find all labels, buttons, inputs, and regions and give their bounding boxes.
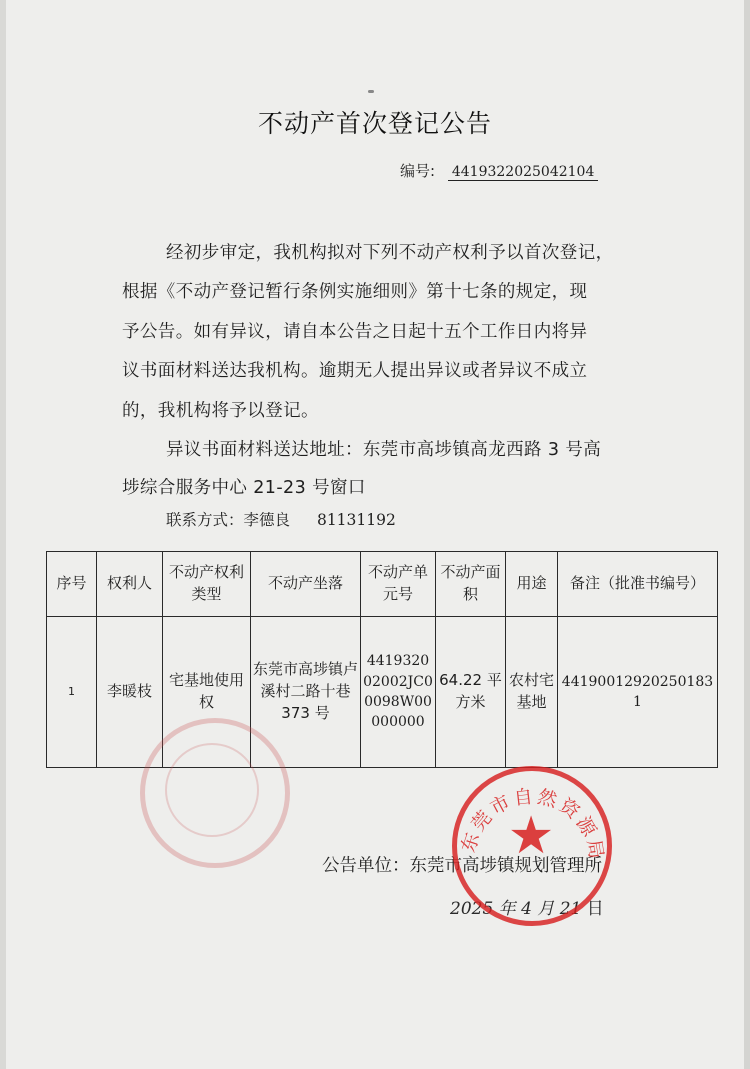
scan-edge-left bbox=[0, 0, 6, 1069]
cell-area: 64.22 平方米 bbox=[436, 617, 506, 768]
address-line-2: 埗综合服务中心 21-23 号窗口 bbox=[122, 478, 366, 498]
header-location: 不动产坐落 bbox=[251, 552, 361, 617]
contact-phone: 81131192 bbox=[316, 511, 396, 529]
paragraph-line-3: 予公告。如有异议，请自本公告之日起十五个工作日内将异 bbox=[122, 322, 588, 342]
paragraph-line-4: 议书面材料送达我机构。逾期无人提出异议或者异议不成立 bbox=[122, 361, 588, 381]
header-owner: 权利人 bbox=[97, 552, 163, 617]
cell-index: 1 bbox=[47, 617, 97, 768]
official-stamp-arc-text: 东莞市自然资源局 bbox=[457, 785, 608, 864]
contact-line bbox=[166, 508, 396, 530]
header-area: 不动产面积 bbox=[436, 552, 506, 617]
cell-unit-number: 441932002002JC00098W00000000 bbox=[361, 617, 436, 768]
header-use: 用途 bbox=[506, 552, 558, 617]
scan-speck bbox=[368, 90, 374, 93]
star-icon: ★ bbox=[507, 806, 555, 866]
paragraph-line-5: 的，我机构将予以登记。 bbox=[122, 401, 319, 421]
contact-label: 联系方式：李德良 bbox=[166, 511, 291, 529]
cell-remark: 441900129202501831 bbox=[558, 617, 718, 768]
cell-right-type: 宅基地使用权 bbox=[163, 617, 251, 768]
scan-edge-right bbox=[744, 0, 750, 1069]
handwritten-date: 2025 年 4 月 21 bbox=[450, 899, 582, 919]
footer-org: 公告单位：东莞市高埗镇规划管理所 bbox=[322, 856, 602, 876]
cell-use: 农村宅基地 bbox=[506, 617, 558, 768]
address-line-1: 异议书面材料送达地址：东莞市高埗镇高龙西路 3 号高 bbox=[166, 440, 602, 460]
registration-table bbox=[46, 551, 718, 768]
paragraph-line-1: 经初步审定，我机构拟对下列不动产权利予以首次登记， bbox=[166, 243, 614, 263]
cell-location: 东莞市高埗镇卢溪村二路十巷 373 号 bbox=[251, 617, 361, 768]
faded-stamp-inner-ring bbox=[165, 743, 259, 837]
serial-line bbox=[400, 160, 598, 181]
cell-owner: 李暖枝 bbox=[97, 617, 163, 768]
header-right-type: 不动产权利类型 bbox=[163, 552, 251, 617]
official-stamp bbox=[452, 766, 612, 926]
header-remark: 备注（批准书编号） bbox=[558, 552, 718, 617]
serial-number: 4419322025042104 bbox=[448, 164, 599, 181]
header-unit-number: 不动产单元号 bbox=[361, 552, 436, 617]
faded-stamp bbox=[140, 718, 290, 868]
page-title: 不动产首次登记公告 bbox=[257, 109, 492, 138]
header-index: 序号 bbox=[47, 552, 97, 617]
serial-label: 编号: bbox=[400, 162, 436, 180]
paragraph-line-2: 根据《不动产登记暂行条例实施细则》第十七条的规定，现 bbox=[122, 282, 588, 302]
table-row bbox=[47, 617, 718, 768]
date-suffix: 日 bbox=[586, 899, 604, 919]
table-header-row bbox=[47, 552, 718, 617]
